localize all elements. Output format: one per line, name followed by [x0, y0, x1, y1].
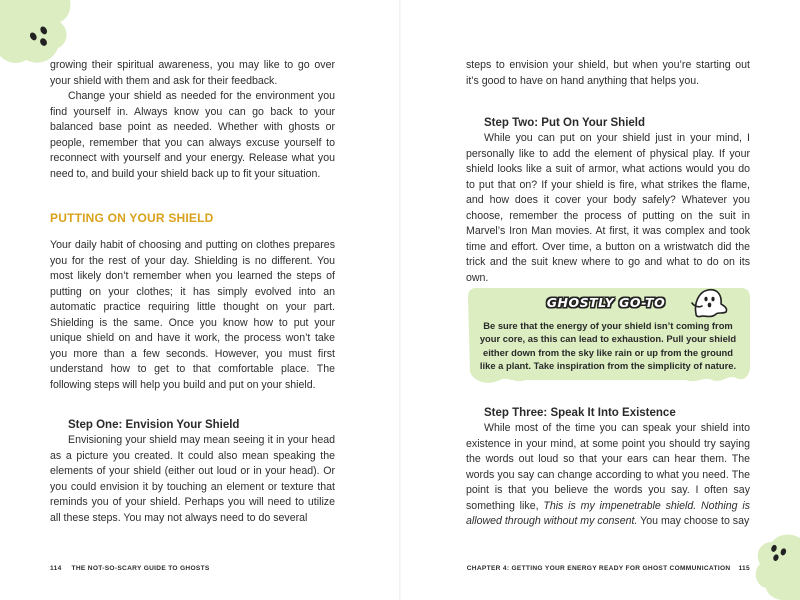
ghost-icon: [688, 286, 730, 320]
callout-text: Be sure that the energy of your shield isn’t coming from your core, as this can lead to exhaustion. Pull your shield either down from the sky like rain or up from the ground like a plant. Take inspiration from the simplicity of nature.: [479, 320, 737, 372]
section-paragraph-block: [50, 238, 335, 393]
ghostly-go-to-callout: [466, 286, 750, 386]
section-heading: PUTTING ON YOUR SHIELD: [50, 211, 214, 225]
step-three-text-before: While most of the time you can speak your shield into existence in your mind, at some point you should try saying the words out loud so that your ears can hear them. The words you say can change according to what you need. The point is that you believe the words you say. I often say something like,: [466, 422, 750, 512]
step-one-text: Envisioning your shield may mean seeing it in your head as a picture you created. It could also mean speaking the elements of your shield (either out loud or in your head). Or you could envision it by touching an element or texture that reminds you of your shield. Perhaps you will need to utilize all these steps. You may not always need to do several: [50, 434, 335, 524]
step-three-block: [466, 405, 750, 530]
step-three-text: [466, 421, 750, 530]
step-three-italic: This is my impenetrable shield. Nothing is allowed through without my consent.: [466, 499, 751, 528]
left-top-paragraphs: [50, 58, 335, 182]
step-two-block: [466, 115, 750, 286]
right-top-paragraph-block: [466, 58, 750, 89]
left-paragraph-2: Change your shield as needed for the environment you find yourself in. Always know you can go back to your balanced base point as needed. Whether with ghosts or people, remember that you can always excuse yourself to reconnect with yourself and your energy. Release what you need to, and build your shield back up to fit your situation.: [50, 90, 335, 180]
right-page-number: 115: [738, 565, 750, 572]
callout-title: GHOSTLY GO-TO: [546, 295, 666, 310]
step-two-text: While you can put on your shield just in your mind, I personally like to add the element of physical play. If your shield looks like a suit of armor, what actions would you do to put that on? If your shield is fire, what strikes the flame, and how does it cover your body safely? Whatever you choose, remember the process of putting on the suit in Marvel’s Iron Man movies. At first, it was complex and took time and effort. Over time, a button on a wristwatch did the trick and the suit knew where to go and what to do on its own.: [466, 132, 750, 284]
left-footer: [50, 565, 210, 572]
step-three-heading: Step Three: Speak It Into Existence: [484, 407, 676, 419]
right-footer: [467, 565, 750, 572]
left-paragraph-1: growing their spiritual awareness, you may like to go over your shield with them and ask for their feedback.: [50, 59, 335, 87]
left-page-number: 114: [50, 565, 62, 572]
right-running-title: CHAPTER 4: GETTING YOUR ENERGY READY FOR GHOST COMMUNICATION: [466, 565, 731, 572]
left-running-title: THE NOT-SO-SCARY GUIDE TO GHOSTS: [71, 565, 210, 572]
step-one-heading: Step One: Envision Your Shield: [68, 419, 240, 431]
right-paragraph-1: steps to envision your shield, but when you’re starting out it’s good to have on hand anything that helps you.: [466, 59, 750, 87]
step-one-block: [50, 417, 335, 526]
step-three-text-after: You may choose to say: [637, 515, 750, 528]
ghost-blob-bottom-right-icon: [750, 530, 800, 600]
right-page: [400, 0, 800, 600]
step-two-heading: Step Two: Put On Your Shield: [484, 117, 645, 129]
section-paragraph: Your daily habit of choosing and putting on clothes prepares you for the rest of your day. Shielding is no different. You most likely don’t remember when you learned the steps of putting on your clothes; it has simply evolved into an automatic practice requiring little thought on your part. Shielding is the same. Once you know how to put your unique shield on and have it work, the process won’t take you more than a few seconds. However, you must first understand how to get to that comfortable place. The following steps will help you build and put on your shield.: [50, 239, 335, 391]
